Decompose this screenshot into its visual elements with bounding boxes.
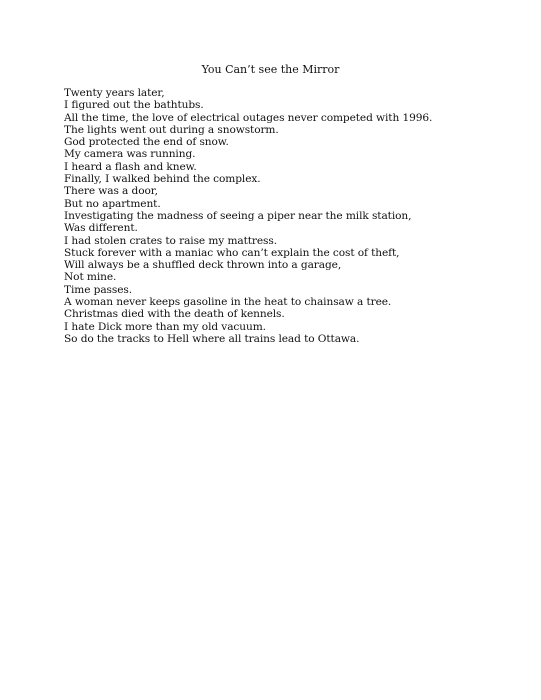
poem-line: Not mine.: [64, 271, 117, 284]
poem-line: Stuck forever with a maniac who can’t explain the cost of theft,: [64, 246, 400, 259]
poem-line: The lights went out during a snowstorm.: [64, 123, 279, 136]
poem-line: Will always be a shuffled deck thrown into a garage,: [64, 259, 342, 272]
poem-title: You Can’t see the Mirror: [201, 63, 340, 76]
poem-line: Christmas died with the death of kennels.: [64, 308, 285, 321]
poem-line: So do the tracks to Hell where all trains lead to Ottawa.: [64, 332, 360, 345]
poem-line: I heard a flash and knew.: [64, 160, 197, 173]
poem-line: Finally, I walked behind the complex.: [64, 173, 261, 186]
poem-line: Time passes.: [64, 283, 132, 296]
poem-line: A woman never keeps gasoline in the heat to chainsaw a tree.: [64, 296, 392, 309]
poem-line: Was different.: [64, 222, 138, 235]
poem-line: I figured out the bathtubs.: [64, 99, 204, 112]
poem-line: God protected the end of snow.: [64, 136, 229, 149]
poem-line: There was a door,: [64, 185, 158, 198]
poem-line: Twenty years later,: [64, 87, 165, 99]
poem-body: [64, 87, 524, 345]
poem-line: I had stolen crates to raise my mattress.: [64, 234, 277, 247]
poem-line: Investigating the madness of seeing a piper near the milk station,: [64, 209, 412, 222]
poem-line: My camera was running.: [64, 148, 196, 161]
poem-line: I hate Dick more than my old vacuum.: [64, 320, 266, 333]
poem-line: All the time, the love of electrical outages never competed with 1996.: [64, 111, 433, 124]
poem-line: But no apartment.: [64, 197, 161, 210]
